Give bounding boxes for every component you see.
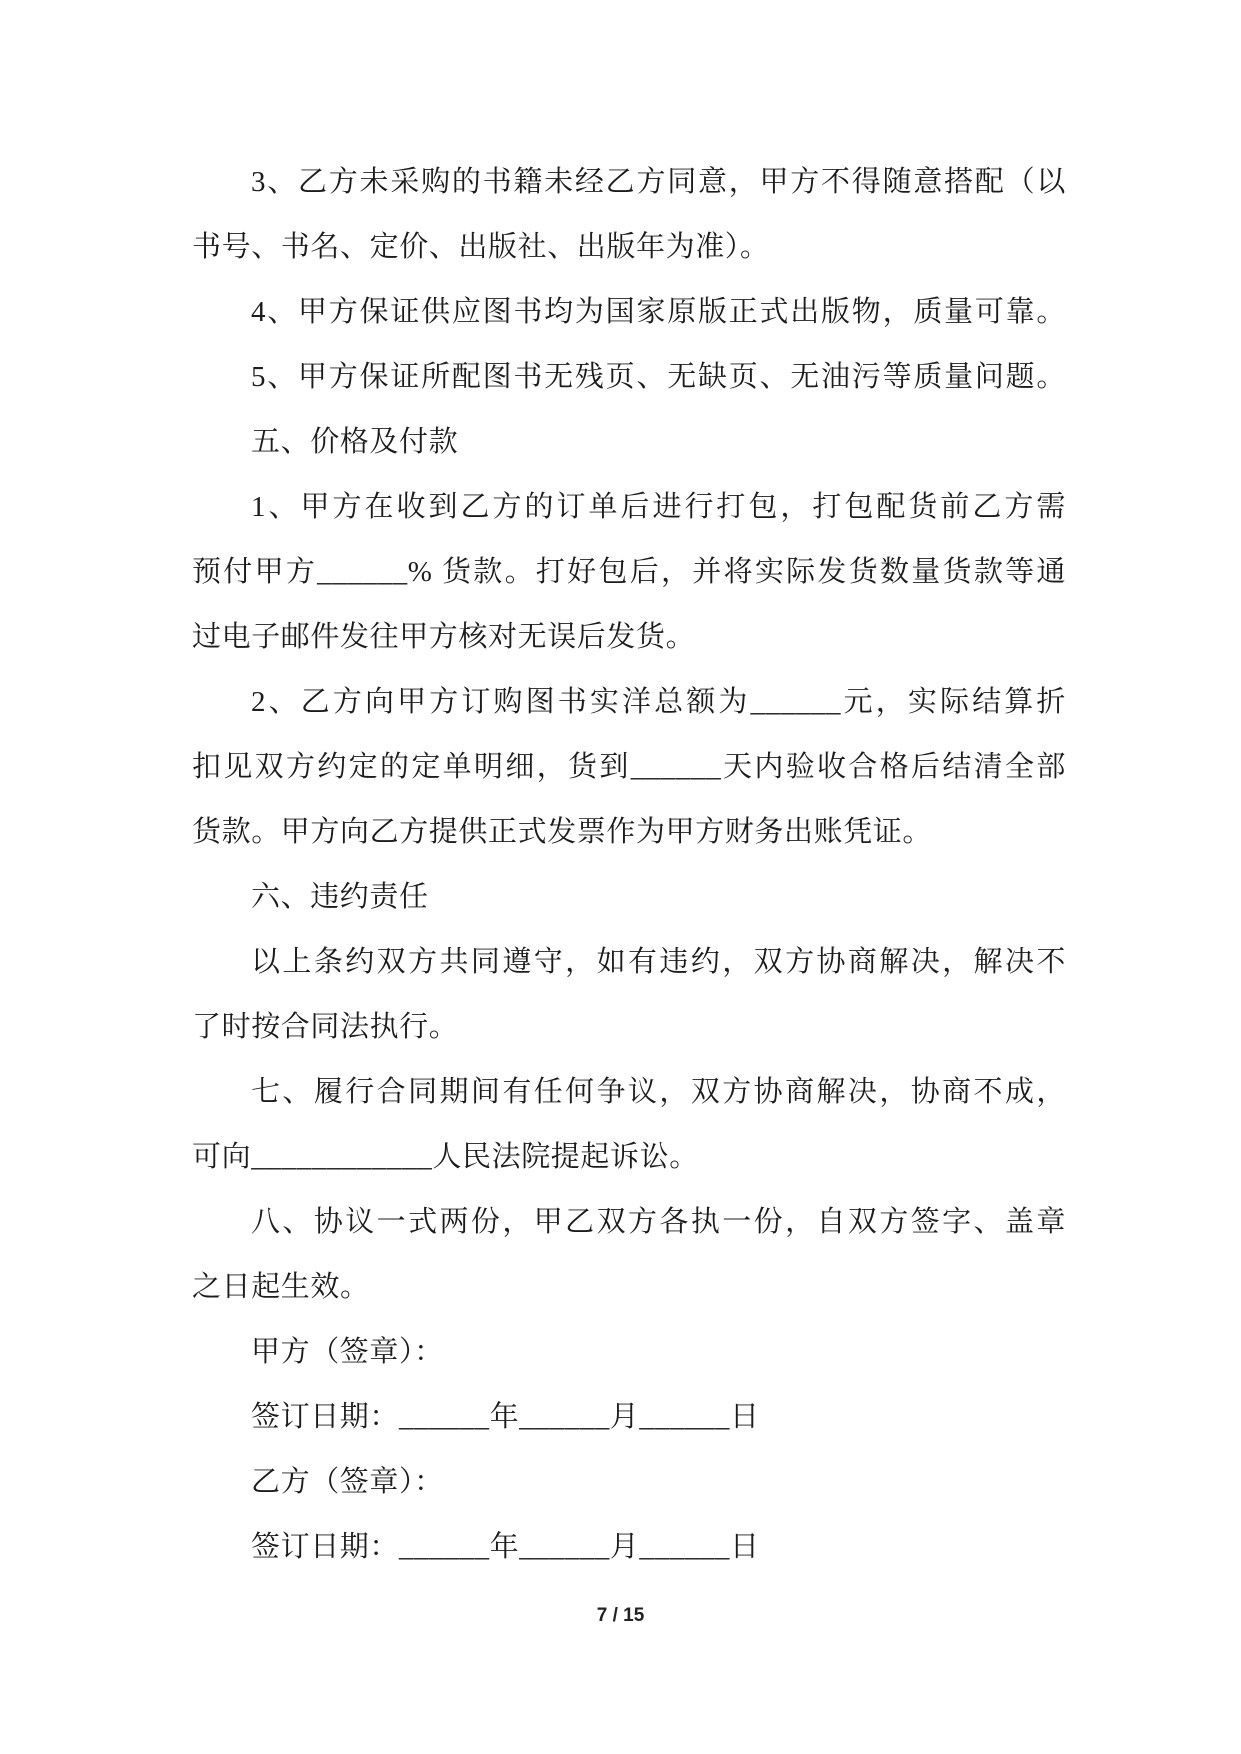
text-line: 之日起生效。	[192, 1271, 370, 1303]
payment-clause-2-paragraph	[192, 670, 1066, 865]
text-line: 1、甲方在收到乙方的订单后进行打包，打包配货前乙方需	[251, 491, 1066, 523]
party-b-signing-date: 签订日期：______年______月______日	[251, 1531, 760, 1563]
text-line: 过电子邮件发往甲方核对无误后发货。	[192, 621, 696, 653]
clause-3-paragraph	[192, 150, 1066, 280]
text-line: 书号、书名、定价、出版社、出版年为准）。	[192, 231, 770, 263]
breach-clause-paragraph	[192, 930, 1066, 1060]
payment-clause-1-paragraph	[192, 475, 1066, 670]
section-heading: 五、价格及付款	[251, 426, 459, 458]
section-heading-price-payment	[192, 410, 1066, 475]
party-a-signature-label: 甲方（签章）：	[251, 1336, 444, 1368]
text-line: 以上条约双方共同遵守，如有违约，双方协商解决，解决不	[251, 946, 1066, 978]
dispute-clause-paragraph	[192, 1060, 1066, 1190]
clause-4-paragraph	[192, 280, 1066, 345]
party-b-signature-label: 乙方（签章）：	[251, 1466, 444, 1498]
signature-block	[192, 1320, 1066, 1580]
text-line: 3、乙方未采购的书籍未经乙方同意，甲方不得随意搭配（以	[251, 166, 1066, 198]
section-heading-breach-liability	[192, 865, 1066, 930]
document-body	[192, 150, 1066, 1580]
text-line: 2、乙方向甲方订购图书实洋总额为______元，实际结算折	[251, 686, 1066, 718]
clause-5-paragraph	[192, 345, 1066, 410]
text-line: 扣见双方约定的定单明细，货到______天内验收合格后结清全部	[192, 751, 1066, 783]
text-line: 八、协议一式两份，甲乙双方各执一份，自双方签字、盖章	[251, 1206, 1066, 1238]
text-line: 可向____________人民法院提起诉讼。	[192, 1141, 699, 1173]
section-heading: 六、违约责任	[251, 881, 429, 913]
text-line: 4、甲方保证供应图书均为国家原版正式出版物，质量可靠。	[251, 296, 1066, 328]
text-line: 七、履行合同期间有任何争议，双方协商解决，协商不成，	[251, 1076, 1066, 1108]
text-line: 预付甲方______% 货款。打好包后，并将实际发货数量货款等通	[192, 556, 1066, 588]
copies-clause-paragraph	[192, 1190, 1066, 1320]
text-line: 5、甲方保证所配图书无残页、无缺页、无油污等质量问题。	[251, 361, 1066, 393]
text-line: 了时按合同法执行。	[192, 1011, 459, 1043]
page-number: 7 / 15	[596, 1605, 645, 1626]
text-line: 货款。甲方向乙方提供正式发票作为甲方财务出账凭证。	[192, 816, 933, 848]
party-a-signing-date: 签订日期：______年______月______日	[251, 1401, 760, 1433]
